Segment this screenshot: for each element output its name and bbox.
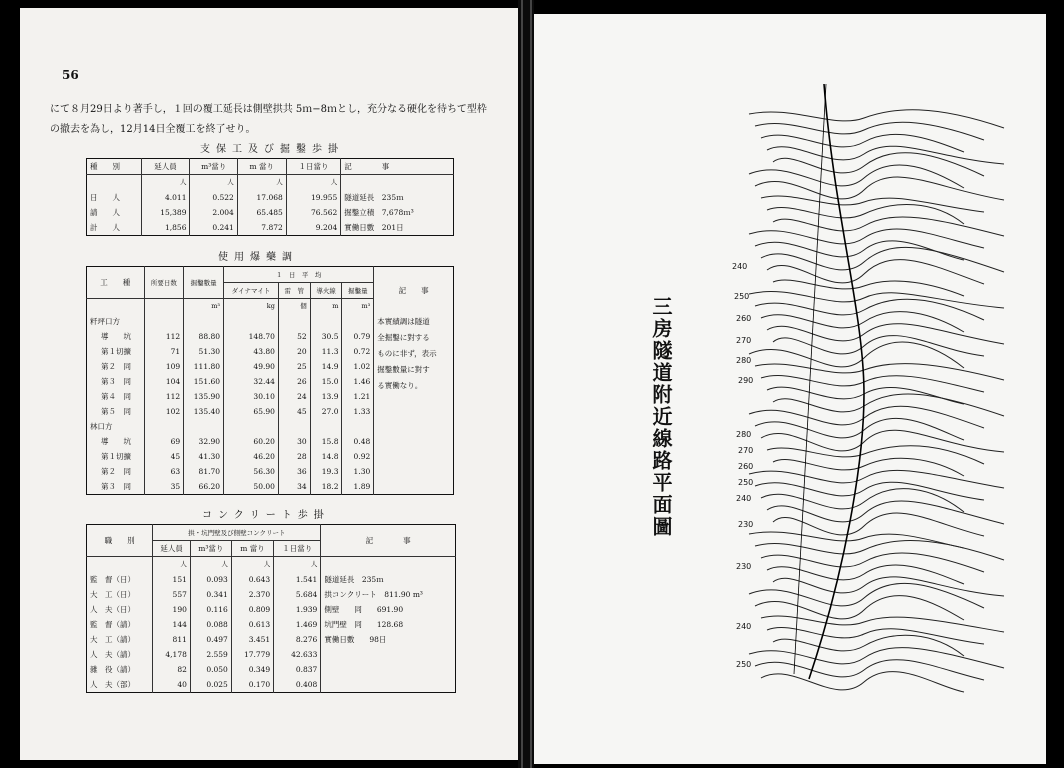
value-cell: 30.10	[224, 389, 279, 404]
header-cell: 雷 管	[278, 283, 310, 299]
unit-cell	[87, 557, 153, 573]
note-line: 本實績調は隧道	[377, 317, 430, 326]
value-cell: 11.3	[310, 344, 342, 359]
map-title: 三房隧道附近線路平面圖	[649, 296, 673, 538]
table-row	[87, 190, 454, 205]
contour-line	[773, 635, 964, 656]
page-number: 56	[62, 68, 79, 82]
header-cell: 記 事	[374, 267, 454, 315]
value-cell	[310, 314, 342, 329]
row-label: 監 督（請）	[90, 620, 135, 629]
value-cell: 27.0	[310, 404, 342, 419]
contour-line	[755, 299, 984, 320]
row-label: 大 工（日）	[90, 590, 135, 599]
value-cell: 88.80	[184, 329, 224, 344]
contour-line	[749, 470, 1004, 488]
value-cell: 111.80	[184, 359, 224, 374]
table-row	[87, 662, 456, 677]
value-cell: 1.939	[274, 602, 321, 617]
value-cell: 2.559	[190, 647, 231, 662]
unit-cell: 人	[190, 175, 237, 191]
note-cell	[321, 662, 456, 677]
value-cell: 15.8	[310, 434, 342, 449]
contour-line	[767, 260, 984, 284]
row-label: 監 督（日）	[90, 575, 135, 584]
contour-line	[773, 458, 964, 476]
header-cell: 工 種	[87, 267, 145, 299]
value-cell: 0.92	[342, 449, 374, 464]
table-row	[87, 677, 456, 693]
value-cell: 1.02	[342, 359, 374, 374]
value-cell: 4.011	[141, 190, 190, 205]
row-label: 大 工（請）	[90, 635, 135, 644]
contour-line	[749, 292, 1004, 308]
paragraph-line: の撤去を為し，12月14日全覆工を終了せり。	[50, 124, 256, 135]
value-cell: 0.79	[342, 329, 374, 344]
contour-line	[773, 394, 1004, 416]
contour-line	[773, 280, 964, 296]
unit-cell: 人	[153, 557, 191, 573]
contour-label: 250	[738, 478, 754, 487]
row-label: 第３ 同	[101, 482, 131, 491]
value-cell	[224, 314, 279, 329]
value-cell: 42.633	[274, 647, 321, 662]
value-cell: 135.40	[184, 404, 224, 419]
contour-line	[749, 648, 1004, 668]
unit-cell: kg	[224, 299, 279, 315]
row-label: 第２ 同	[101, 362, 131, 371]
contour-line	[767, 565, 964, 584]
value-cell: 0.643	[231, 572, 273, 587]
value-cell: 0.72	[342, 344, 374, 359]
value-cell: 0.497	[190, 632, 231, 647]
value-cell: 0.809	[231, 602, 273, 617]
value-cell: 25	[278, 359, 310, 374]
contour-label: 250	[736, 660, 752, 669]
value-cell: 51.30	[184, 344, 224, 359]
value-cell: 60.20	[224, 434, 279, 449]
value-cell: 135.90	[184, 389, 224, 404]
note-cell	[321, 647, 456, 662]
table-row	[87, 314, 454, 329]
header-cell: 記 事	[321, 525, 456, 557]
header-cell: m 當り	[237, 159, 286, 175]
value-cell: 82	[153, 662, 191, 677]
row-label: 雜 役（請）	[90, 665, 135, 674]
value-cell: 14.8	[310, 449, 342, 464]
header-cell: 種 別	[90, 162, 120, 171]
value-cell: 0.116	[190, 602, 231, 617]
contour-label: 290	[738, 376, 754, 385]
value-cell: 14.9	[310, 359, 342, 374]
value-cell: 148.70	[224, 329, 279, 344]
value-cell: 2.004	[190, 205, 237, 220]
row-label: 粁坪口方	[90, 317, 120, 326]
row-label: 人 夫（請）	[90, 650, 135, 659]
value-cell: 9.204	[286, 220, 341, 236]
value-cell: 102	[144, 404, 184, 419]
value-cell: 112	[144, 389, 184, 404]
unit-cell: 人	[141, 175, 190, 191]
row-label: 請 人	[90, 208, 120, 217]
header-cell: m³當り	[190, 541, 231, 557]
value-cell	[184, 314, 224, 329]
table-row	[87, 572, 456, 587]
value-cell: 20	[278, 344, 310, 359]
value-cell	[310, 419, 342, 434]
contour-label: 240	[736, 622, 752, 631]
value-cell	[184, 419, 224, 434]
contour-line	[761, 134, 964, 152]
value-cell	[342, 419, 374, 434]
concrete-table	[86, 524, 456, 693]
value-cell: 35	[144, 479, 184, 495]
value-cell: 3.451	[231, 632, 273, 647]
value-cell: 15.0	[310, 374, 342, 389]
header-cell: 拱・坑門壁及び側壁コンクリート	[153, 525, 321, 541]
contour-line	[755, 660, 984, 680]
value-cell: 1.89	[342, 479, 374, 495]
unit-cell: m	[310, 299, 342, 315]
contour-line	[773, 513, 984, 536]
value-cell: 69	[144, 434, 184, 449]
row-label: 第２ 同	[101, 467, 131, 476]
header-cell: 職 別	[87, 525, 153, 557]
value-cell	[144, 419, 184, 434]
contour-line	[749, 532, 964, 548]
row-label: 日 人	[90, 193, 120, 202]
value-cell: 0.170	[231, 677, 273, 693]
row-label: 人 夫（日）	[90, 605, 135, 614]
unit-cell: 人	[286, 175, 341, 191]
value-cell: 0.522	[190, 190, 237, 205]
contour-label: 270	[738, 446, 754, 455]
paragraph-line: にて８月29日より著手し，１回の覆工延長は側壁拱共 5ｍ−8ｍとし，充分なる硬化を待ちて型枠	[50, 104, 487, 115]
contour-line	[761, 376, 984, 392]
value-cell: 1.21	[342, 389, 374, 404]
contour-label: 260	[736, 314, 752, 323]
note-line: 全掘鑿に對する	[377, 333, 430, 342]
value-cell: 66.20	[184, 479, 224, 495]
contour-line	[761, 672, 964, 692]
row-label: 計 人	[90, 223, 120, 232]
unit-cell: 人	[190, 557, 231, 573]
header-cell: １日當り	[286, 159, 341, 175]
value-cell: 19.955	[286, 190, 341, 205]
value-cell: 45	[278, 404, 310, 419]
support-table-title: 支保工及び掘鑿歩掛	[200, 144, 344, 155]
contour-line	[749, 229, 984, 248]
value-cell: 28	[278, 449, 310, 464]
value-cell: 1.33	[342, 404, 374, 419]
value-cell: 76.562	[286, 205, 341, 220]
value-cell: 30	[278, 434, 310, 449]
value-cell: 19.3	[310, 464, 342, 479]
value-cell: 13.9	[310, 389, 342, 404]
table-row	[87, 602, 456, 617]
header-cell: 記 事	[341, 159, 454, 175]
contour-label: 250	[734, 292, 750, 301]
header-cell: m 當り	[231, 541, 273, 557]
value-cell: 5.684	[274, 587, 321, 602]
contour-label: 260	[738, 462, 754, 471]
contour-label: 230	[736, 562, 752, 571]
value-cell: 0.341	[190, 587, 231, 602]
row-label: 第５ 同	[101, 407, 131, 416]
value-cell: 30.5	[310, 329, 342, 344]
survey-line	[794, 84, 826, 674]
row-label: 林口方	[90, 422, 113, 431]
contour-label: 280	[736, 430, 752, 439]
value-cell: 1,856	[141, 220, 190, 236]
table-row	[87, 632, 456, 647]
table-row	[87, 617, 456, 632]
value-cell: 49.90	[224, 359, 279, 374]
value-cell: 2.370	[231, 587, 273, 602]
row-label: 人 夫（部）	[90, 680, 135, 689]
header-cell: 所要日数	[144, 267, 184, 299]
note-cell: 實働日數 98日	[321, 632, 456, 647]
table-row	[87, 587, 456, 602]
value-cell: 1.541	[274, 572, 321, 587]
header-cell: 導火線	[310, 283, 342, 299]
header-cell: １ 日 平 均	[224, 267, 374, 283]
table-row	[87, 220, 454, 236]
gutter-line	[521, 0, 523, 768]
contour-line	[755, 418, 964, 440]
value-cell: 24	[278, 389, 310, 404]
note-cell: 實働日數 201日	[341, 220, 454, 236]
right-page	[534, 14, 1046, 764]
unit-cell: m³	[184, 299, 224, 315]
header-cell: 延人員	[153, 541, 191, 557]
value-cell: 112	[144, 329, 184, 344]
value-cell	[342, 314, 374, 329]
unit-cell	[341, 175, 454, 191]
value-cell	[278, 419, 310, 434]
unit-cell: 個	[278, 299, 310, 315]
note-cell	[374, 314, 454, 495]
contour-line	[767, 324, 1004, 344]
note-cell: 隧道延長 235ｍ	[341, 190, 454, 205]
gutter-line	[530, 0, 532, 768]
row-label: 導 坑	[101, 437, 131, 446]
value-cell: 0.349	[231, 662, 273, 677]
header-cell: 掘鑿數量	[184, 267, 224, 299]
value-cell: 81.70	[184, 464, 224, 479]
blast-table-title: 使用爆藥調	[218, 252, 298, 263]
value-cell: 41.30	[184, 449, 224, 464]
route-plan-map	[534, 14, 1046, 764]
table-row	[87, 647, 456, 662]
unit-cell: 人	[274, 557, 321, 573]
value-cell: 15,389	[141, 205, 190, 220]
row-label: 第１切擴	[101, 347, 131, 356]
value-cell: 8.276	[274, 632, 321, 647]
note-line: 掘鑿數量に對す	[377, 365, 430, 374]
value-cell: 34	[278, 479, 310, 495]
value-cell: 0.050	[190, 662, 231, 677]
contour-label: 280	[736, 356, 752, 365]
note-cell: 拱コンクリート 811.90 m³	[321, 587, 456, 602]
value-cell: 144	[153, 617, 191, 632]
row-label: 導 坑	[101, 332, 131, 341]
value-cell: 104	[144, 374, 184, 389]
value-cell: 32.90	[184, 434, 224, 449]
value-cell: 109	[144, 359, 184, 374]
header-cell: 掘鑿量	[342, 283, 374, 299]
contour-line	[767, 387, 964, 404]
note-cell: 坑門壁 同 128.68	[321, 617, 456, 632]
contour-label: 230	[738, 520, 754, 529]
value-cell: 1.30	[342, 464, 374, 479]
note-line: る實働なり。	[377, 381, 423, 390]
value-cell: 0.025	[190, 677, 231, 693]
value-cell: 0.613	[231, 617, 273, 632]
contour-label: 240	[732, 262, 748, 271]
contour-line	[749, 165, 964, 188]
value-cell: 151.60	[184, 374, 224, 389]
value-cell: 1.469	[274, 617, 321, 632]
contour-line	[755, 122, 984, 140]
value-cell: 45	[144, 449, 184, 464]
row-label: 第４ 同	[101, 392, 131, 401]
value-cell: 0.408	[274, 677, 321, 693]
value-cell: 811	[153, 632, 191, 647]
contour-line	[773, 577, 1004, 596]
value-cell: 26	[278, 374, 310, 389]
support-table	[86, 158, 454, 236]
note-cell: 隧道延長 235ｍ	[321, 572, 456, 587]
blast-table	[86, 266, 454, 495]
value-cell: 0.48	[342, 434, 374, 449]
note-cell	[321, 677, 456, 693]
value-cell: 56.30	[224, 464, 279, 479]
unit-cell: 人	[237, 175, 286, 191]
value-cell: 17.068	[237, 190, 286, 205]
unit-cell: 人	[231, 557, 273, 573]
value-cell: 43.80	[224, 344, 279, 359]
contour-line	[761, 196, 984, 212]
value-cell: 65.485	[237, 205, 286, 220]
value-cell: 1.46	[342, 374, 374, 389]
note-line: ものに非ず，表示	[377, 349, 437, 358]
value-cell	[278, 314, 310, 329]
contour-line	[761, 489, 964, 512]
concrete-table-title: コンクリート歩掛	[202, 510, 330, 521]
value-cell: 17.779	[231, 647, 273, 662]
value-cell: 63	[144, 464, 184, 479]
header-cell: 延人員	[141, 159, 190, 175]
value-cell: 40	[153, 677, 191, 693]
unit-cell	[87, 175, 142, 191]
value-cell: 0.093	[190, 572, 231, 587]
value-cell: 52	[278, 329, 310, 344]
value-cell: 32.44	[224, 374, 279, 389]
value-cell	[224, 419, 279, 434]
contour-label: 240	[736, 494, 752, 503]
value-cell: 151	[153, 572, 191, 587]
note-cell: 掘鑿立積 7,678ｍ³	[341, 205, 454, 220]
value-cell: 71	[144, 344, 184, 359]
contour-line	[773, 336, 984, 356]
table-row	[87, 205, 454, 220]
contour-line	[749, 406, 984, 428]
value-cell: 18.2	[310, 479, 342, 495]
value-cell: 36	[278, 464, 310, 479]
contour-line	[755, 482, 984, 500]
value-cell: 46.20	[224, 449, 279, 464]
row-label: 第１切擴	[101, 452, 131, 461]
value-cell: 65.90	[224, 404, 279, 419]
row-label: 第３ 同	[101, 377, 131, 386]
header-cell: １日當り	[274, 541, 321, 557]
header-cell: ダイナマイト	[224, 283, 279, 299]
value-cell: 557	[153, 587, 191, 602]
value-cell: 0.837	[274, 662, 321, 677]
unit-cell	[321, 557, 456, 573]
value-cell: 0.241	[190, 220, 237, 236]
value-cell: 4,178	[153, 647, 191, 662]
note-cell: 側壁 同 691.90	[321, 602, 456, 617]
value-cell: 7.872	[237, 220, 286, 236]
unit-cell: m³	[342, 299, 374, 315]
contour-label: 270	[736, 336, 752, 345]
header-cell: m³當り	[190, 159, 237, 175]
value-cell: 50.00	[224, 479, 279, 495]
value-cell: 0.088	[190, 617, 231, 632]
contour-line	[773, 217, 1004, 236]
value-cell	[144, 314, 184, 329]
value-cell: 190	[153, 602, 191, 617]
